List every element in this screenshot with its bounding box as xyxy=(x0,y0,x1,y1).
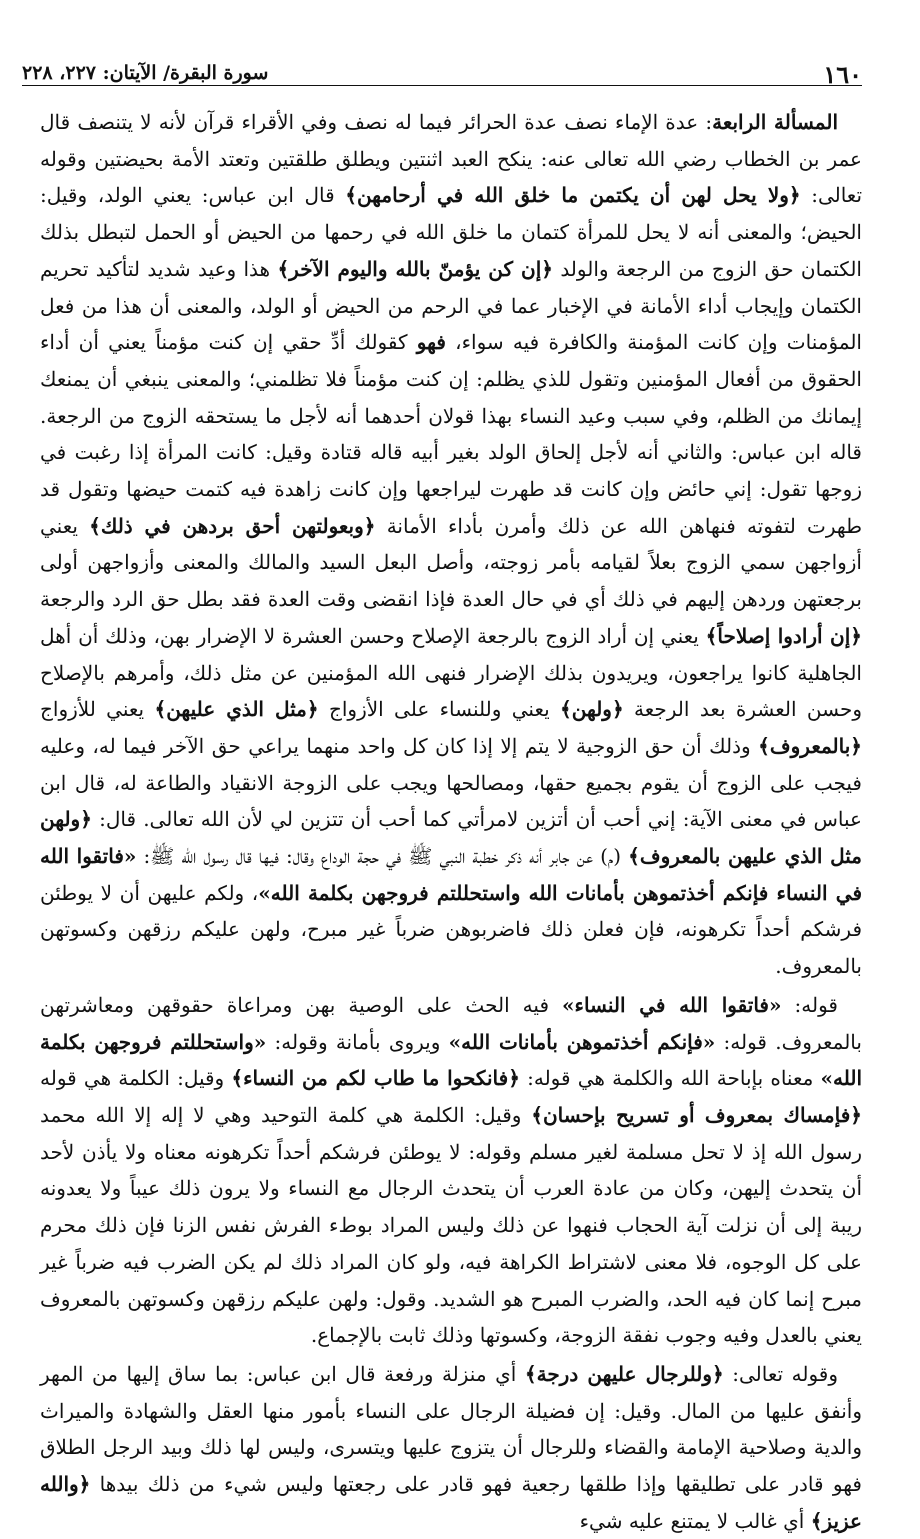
quran-quote: ﴿وبعولتهن أحق بردهن في ذلك﴾ xyxy=(89,513,376,538)
quran-quote: ﴿والله عزيز﴾ xyxy=(40,1472,862,1533)
section-heading: المسألة الرابعة xyxy=(712,110,838,134)
quran-quote: ﴿ولا يحل لهن أن يكتمن ما خلق الله في أرحامهن﴾ xyxy=(345,183,801,208)
text-run: (م) عن جابر أنه ذكر خطبة النبي ﷺ في حجة الوداع وقال: فيها قال رسول الله ﷺ: xyxy=(136,844,629,869)
quran-quote: ﴿مثل الذي عليهن﴾ xyxy=(154,697,319,722)
hadith-quote: «فاتقوا الله في النساء فإنكم أخذتموهن بأمانات الله واستحللتم فروجهن بكلمة الله» xyxy=(40,844,863,905)
text-run: كقولك أدِّ حقي إن كنت مؤمناً يعني أن أداء الحقوق من أفعال المؤمنين وتقول للذي يظلم: إن كنت مؤمناً فلا تظلمني؛ والمعنى ينبغي أن يمنعك إيمانك من الظلم، وفي سبب وعيد النساء بهذا قولان أحدهما أنه لأجل ما يستحقه الزوج من الرجعة. قاله ابن عباس: والثاني أنه لأجل إلحاق الولد بغير أبيه قاله قتادة وقيل: كانت المرأة إذا رغبت في زوجها تقول: إني حائض وإن كانت قد طهرت ليراجعها وإن كانت زاهدة فيه كتمت حيضها وتقول قد طهرت لتفوته فنهاهن الله عن ذلك وأمرن بأداء الأمانة xyxy=(40,330,863,538)
quran-quote: ﴿وللرجال عليهن درجة﴾ xyxy=(524,1361,724,1386)
text-run: أي غالب لا يمتنع عليه شيء xyxy=(579,1508,811,1533)
hadith-quote: «واستحللتم فروجهن بكلمة الله» xyxy=(40,1029,862,1091)
text-run: يعني أزواجهن سمي الزوج بعلاً لقيامه بأمر زوجته، وأصل البعل السيد والمالك والمعنى وأزواجهن أولى برجعتهن وردهن إليهم في ذلك أي في حال العدة فإذا انقضى وقت العدة فقد بطل حق الرد والرجعة xyxy=(40,513,862,612)
quran-quote: ﴿فإمساك بمعروف أو تسريح بإحسان﴾ xyxy=(531,1102,863,1127)
text-run: : عدة الإماء نصف عدة الحرائر فيما له نصف وفي الأقراء قرآن لأنه لا يتنصف قال عمر بن الخطاب رضي الله تعالى عنه: ينكح العبد اثنتين ويطلق طلقتين وتعتد الأمة بحيضتين وقوله تعالى: xyxy=(40,110,863,208)
paragraph-issue-four xyxy=(40,104,862,985)
text-run: قوله: xyxy=(781,992,838,1017)
text-run: يعني إن أراد الزوج بالرجعة الإصلاح وحسن العشرة لا الإضرار بهن، وذلك أن أهل الجاهلية كانوا يراجعون، ويريدون بذلك الإضرار فنهى الله المؤمنين عن مثل ذلك، وأمرهم بالإصلاح وحسن العشرة بعد الرجعة xyxy=(40,623,862,722)
bold-word: فهو xyxy=(416,330,446,355)
text-run: وقيل: الكلمة هي كلمة التوحيد وهي لا إله إلا الله محمد رسول الله إذ لا تحل مسلمة لغير مسلم وقوله: لا يوطئن فرشكم أحداً تكرهونه معناه ولا يأذن لأحد أن يتحدث إليهن، وكان من عادة العرب أن يتحدث الرجال مع النساء ولا يرون ذلك عيباً ولا يعدونه ريبة إلى أن نزلت آية الحجاب فنهوا عن ذلك وليس المراد بوطء الفرش نفس الزنا فإن ذلك محرم على كل الوجوه، فلا معنى لاشتراط الكراهة فيه، ولو كان المراد ذلك لم يكن الضرب فيه ضرباً غير مبرح إنما كان فيه الحد، والضرب المبرح هو الشديد. وقول: ولهن عليكم رزقهن وكسوتهن بالمعروف يعني بالعدل وفيه وجوب نفقة الزوجة، وكسوتها وذلك ثابت بالإجماع. xyxy=(40,1102,862,1348)
text-run: معناه بإباحة الله والكلمة هي قوله: xyxy=(519,1066,821,1091)
paragraph-hadith-commentary xyxy=(40,987,862,1354)
text-run: أي منزلة ورفعة قال ابن عباس: بما ساق إليها من المهر وأنفق عليها من المال. وقيل: إن فضيلة الرجال على النساء بأمور منها العقل والشهادة والميراث والدية وصلاحية الإمامة والقضاء وللرجال أن يتزوج عليها ويتسرى، وليس لها ذلك وبيد الرجل الطلاق فهو قادر على تطليقها وإذا طلقها رجعية فهو قادر على رجعتها وليس شيء من ذلك بيدها xyxy=(40,1361,862,1497)
text-run: وذلك أن حق الزوجية لا يتم إلا إذا كان كل واحد منهما يراعي حق الآخر فيما له، وعليه فيجب على الزوج أن يقوم بجميع حقها، ومصالحها ويجب على الزوجة الانقياد والطاعة له، قال ابن عباس في معنى الآية: إني أحب أن أتزين لامرأتي كما أحب أن تتزين لي لأن الله تعالى. قال: xyxy=(40,733,862,832)
page-number: ١٦٠ xyxy=(823,60,862,89)
header-title: سورة البقرة/ الآيتان: ٢٢٧، ٢٢٨ xyxy=(22,62,269,84)
paragraph-men-degree xyxy=(40,1356,862,1539)
running-header xyxy=(22,52,862,89)
text-run: يعني وللنساء على الأزواج xyxy=(318,697,561,722)
hadith-quote: «فاتقوا الله في النساء» xyxy=(562,992,782,1017)
quran-quote: ﴿بالمعروف﴾ xyxy=(758,733,862,758)
text-run: قال ابن عباس: يعني الولد، وقيل: الحيض؛ والمعنى أنه لا يحل للمرأة كتمان ما خلق الله في رحمها من الحيض أو الحمل لتبطل بذلك الكتمان حق الزوج من الرجعة والولد xyxy=(40,183,862,281)
quran-quote: ﴿ولهن مثل الذي عليهن بالمعروف﴾ xyxy=(40,807,863,869)
header-rule xyxy=(22,85,862,86)
text-run: ، ولكم عليهن أن لا يوطئن فرشكم أحداً تكرهونه، فإن فعلن ذلك فاضربوهن ضرباً غير مبرح، ولهن عليكم رزقهن وكسوتهن بالمعروف. xyxy=(40,880,862,979)
quran-quote: ﴿فانكحوا ما طاب لكم من النساء﴾ xyxy=(231,1066,520,1091)
text-run: هذا وعيد شديد لتأكيد تحريم الكتمان وإيجاب أداء الأمانة في الإخبار عما في الرحم من الحيض أو الولد، والمعنى أن هذا من فعل المؤمنات وإن كانت المؤمنة والكافرة فيه سواء، xyxy=(40,256,862,355)
text-run: وقوله تعالى: xyxy=(723,1361,838,1386)
text-run: يعني للأزواج xyxy=(40,697,155,722)
text-run: وقيل: الكلمة هي قوله xyxy=(40,1066,232,1091)
quran-quote: ﴿إن أرادوا إصلاحاً﴾ xyxy=(705,623,862,648)
quran-quote: ﴿إن كن يؤمنّ بالله واليوم الآخر﴾ xyxy=(277,256,553,281)
quran-quote: ﴿ولهن﴾ xyxy=(560,697,624,722)
hadith-quote: «فإنكم أخذتموهن بأمانات الله» xyxy=(448,1029,716,1054)
body-text xyxy=(40,104,862,1539)
text-run: ويروى بأمانة وقوله: xyxy=(266,1029,449,1054)
text-run: فيه الحث على الوصية بهن ومراعاة حقوقهن ومعاشرتهن بالمعروف. قوله: xyxy=(40,992,862,1054)
